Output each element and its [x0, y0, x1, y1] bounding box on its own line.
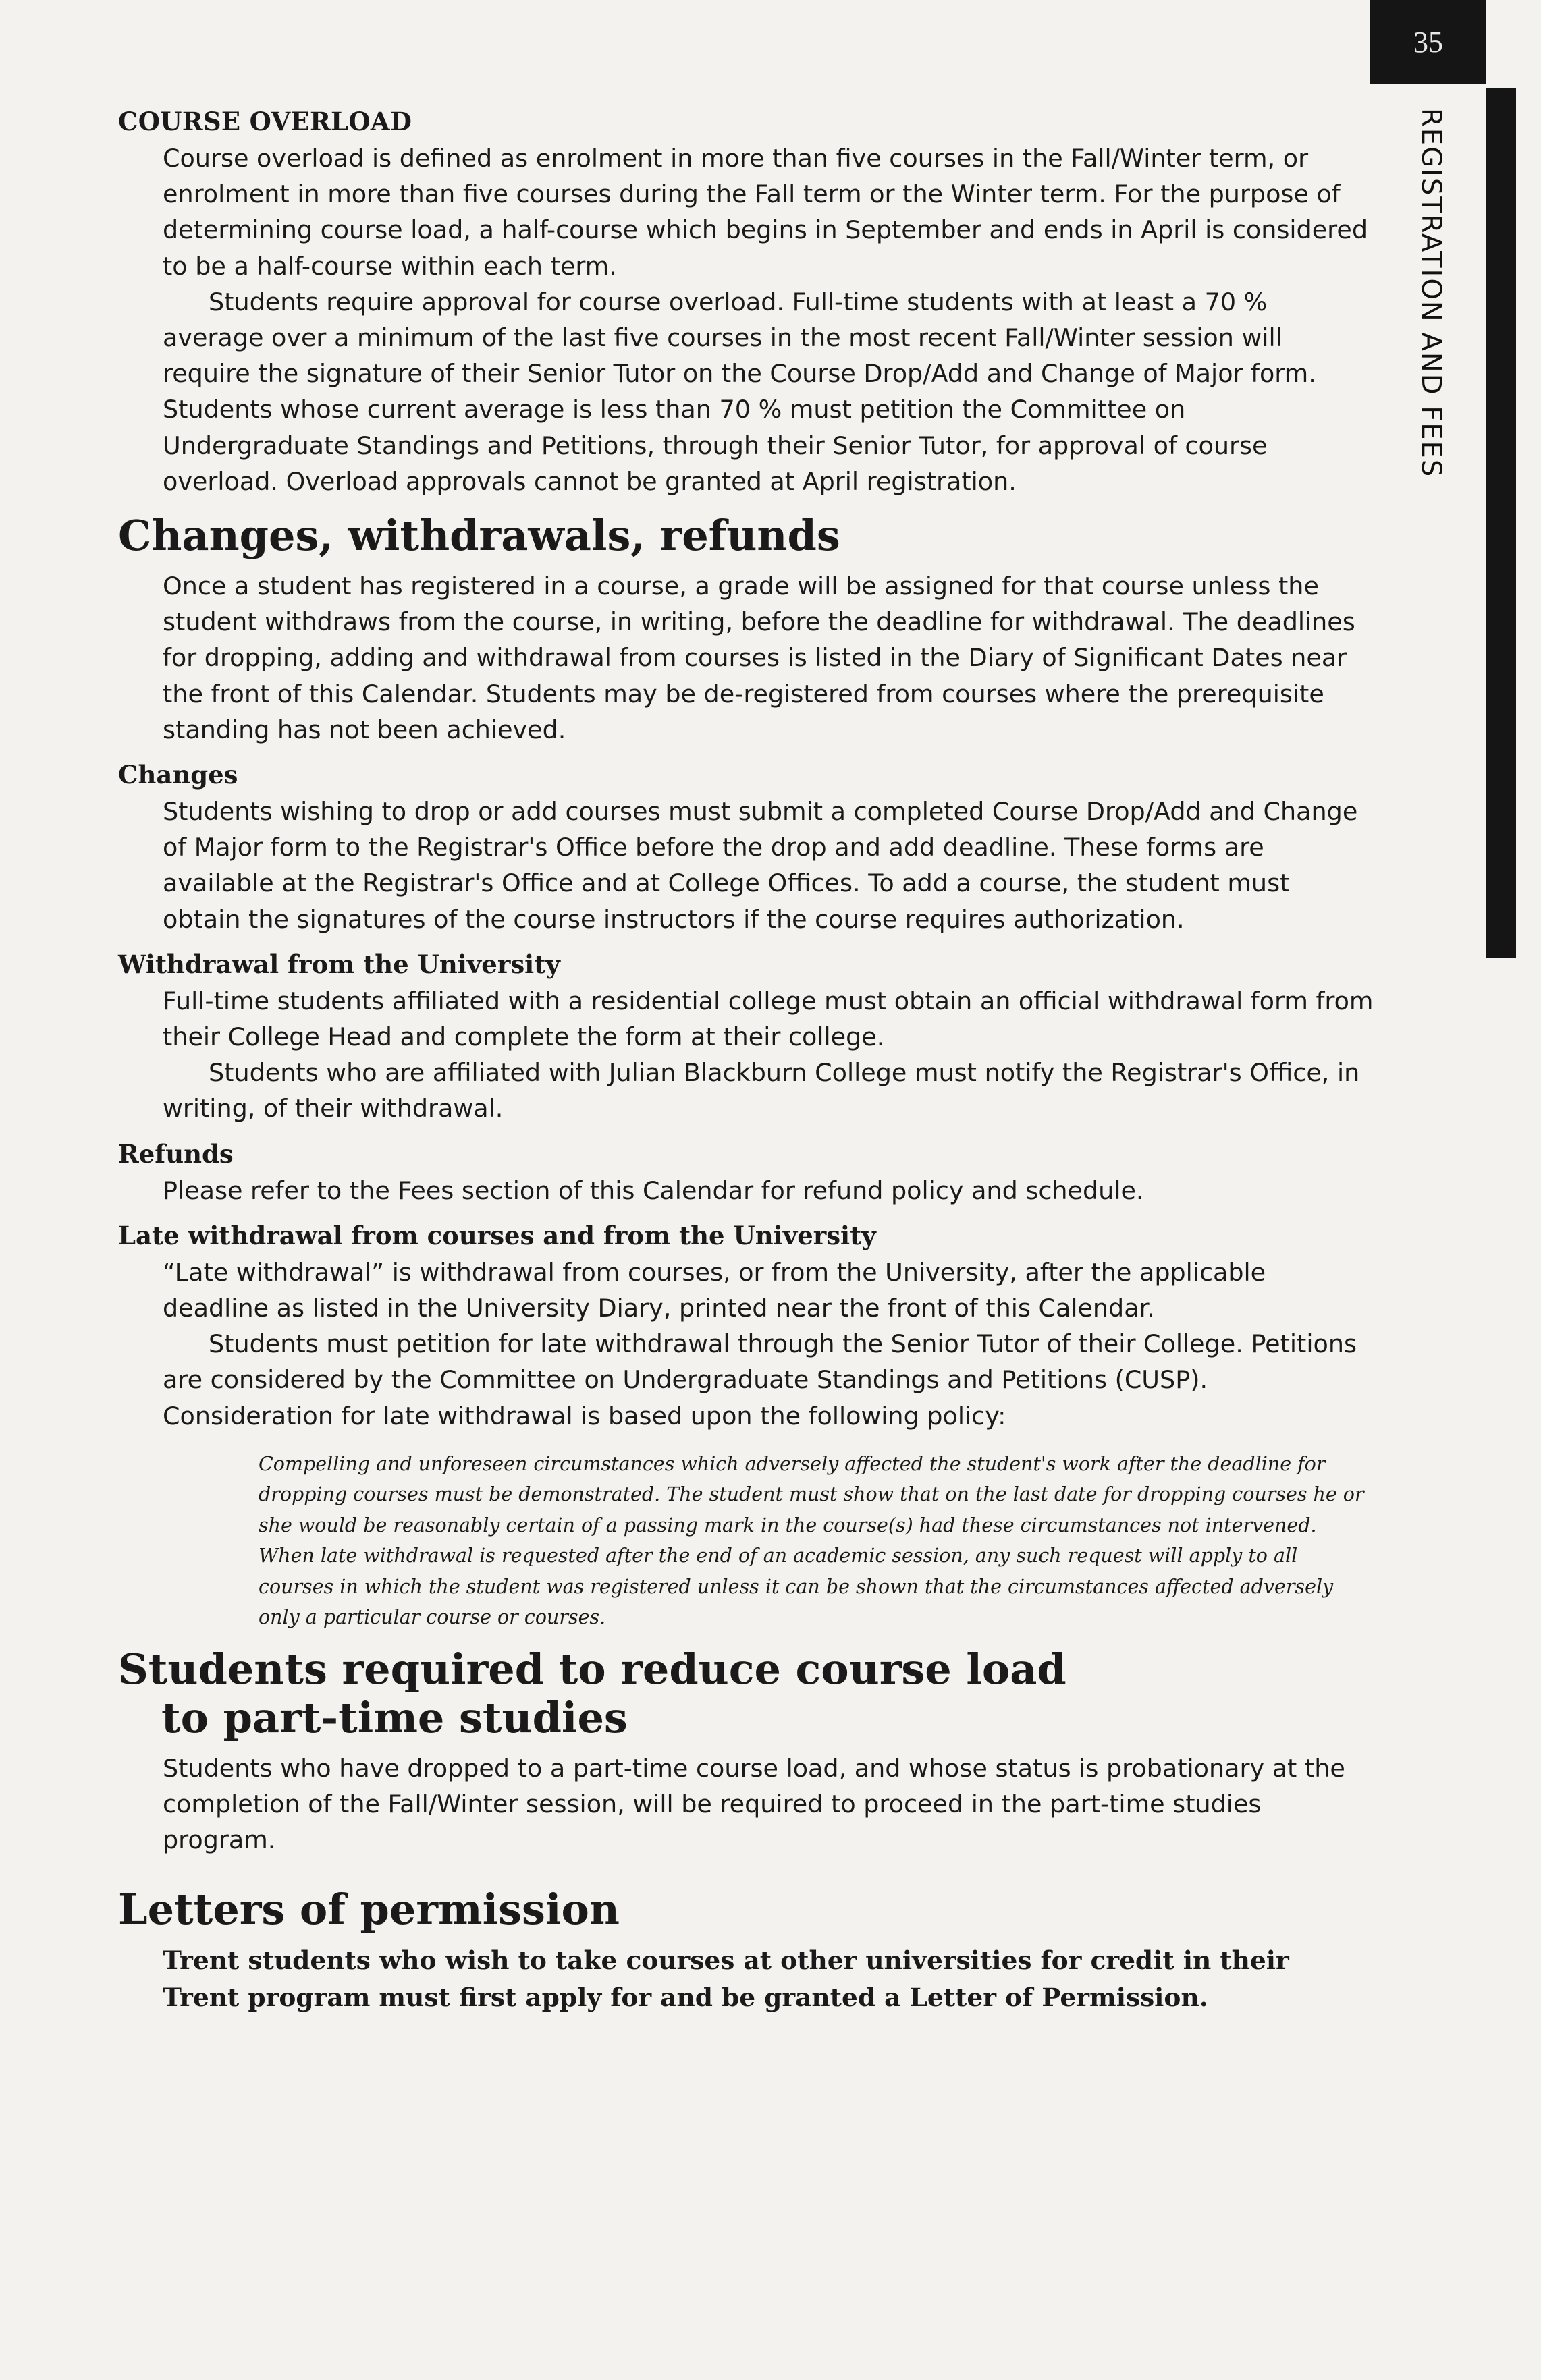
late-withdrawal-policy-quote: Compelling and unforeseen circumstances which adversely affected the student's work after the deadline for dropping courses must be demonstrated. The student must show that on the last date for dropping courses he or she would be reasonably certain of a passing mark in the course(s) had these circumstances not intervened. When late withdrawal is requested after the end of an academic session, any such request will apply to all courses in which the student was registered unless it can be shown that the circumstances affected adversely only a particular course or courses.: [259, 1452, 1364, 1629]
refunds-text: Please refer to the Fees section of this Calendar for refund policy and schedule.: [163, 1175, 1144, 1205]
reduce-course-load-heading: [118, 1645, 1374, 1742]
late-withdrawal-p2: Students must petition for late withdrawal through the Senior Tutor of their College. Petitions are considered by the Committee on Undergraduate Standings and Petitions (CUSP). Consideration for late withdrawal is based upon the following policy:: [163, 1329, 1357, 1431]
changes-text: Students wishing to drop or add courses must submit a completed Course Drop/Add and Change of Major form to the Registrar's Office before the drop and add deadline. These forms are available at the Registrar's Office and at College Offices. To add a course, the student must obtain the signatures of the course instructors if the course requires authorization.: [163, 797, 1358, 934]
section-tab-bar: [1486, 88, 1516, 958]
letters-of-permission-text: Trent students who wish to take courses at other universities for credit in their Trent program must first apply for and be granted a Letter of Permission.: [163, 1945, 1289, 2012]
section-tab-label: REGISTRATION AND FEES: [1415, 108, 1447, 478]
changes-subheading: Changes: [118, 760, 238, 790]
reduce-course-load-heading-line2: to part-time studies: [161, 1692, 628, 1742]
course-overload-p2: Students require approval for course overload. Full-time students with at least a 70 % average over a minimum of the last five courses in the most recent Fall/Winter session will require the signature of their Senior Tutor on the Course Drop/Add and Change of Major form. Students whose current average is less than 70 % must petition the Committee on Undergraduate Standings and Petitions, through their Senior Tutor, for approval of course overload. Overload approvals cannot be granted at April registration.: [163, 287, 1316, 496]
page-content: [118, 103, 1374, 2016]
withdrawal-p1: Full-time students affiliated with a residential college must obtain an official withdrawal form from their College Head and complete the form at their college.: [163, 986, 1374, 1052]
changes-intro: Once a student has registered in a course, a grade will be assigned for that course unless the student withdraws from the course, in writing, before the deadline for withdrawal. The deadlines for dropping, adding and withdrawal from courses is listed in the Diary of Significant Dates near the front of this Calendar. Students may be de-registered from courses where the prerequisite standing has not been achieved.: [163, 572, 1355, 744]
withdrawal-p2: Students who are affiliated with Julian Blackburn College must notify the Registrar's Office, in writing, of their withdrawal.: [163, 1058, 1360, 1124]
course-overload-p1: Course overload is defined as enrolment in more than five courses in the Fall/Winter term, or enrolment in more than five courses during the Fall term or the Winter term. For the purpose of determining course load, a half-course which begins in September and ends in April is considered to be a half-course within each term.: [163, 144, 1368, 281]
changes-withdrawals-refunds-heading: Changes, withdrawals, refunds: [118, 511, 840, 561]
withdrawal-subheading: Withdrawal from the University: [118, 949, 560, 979]
reduce-course-load-heading-line1: Students required to reduce course load: [118, 1644, 1066, 1694]
course-overload-heading: COURSE OVERLOAD: [118, 107, 412, 136]
refunds-subheading: Refunds: [118, 1138, 234, 1169]
letters-of-permission-heading: Letters of permission: [118, 1884, 620, 1934]
page-number: 35: [1370, 0, 1486, 84]
late-withdrawal-subheading: Late withdrawal from courses and from the University: [118, 1220, 876, 1250]
reduce-course-load-text: Students who have dropped to a part-time course load, and whose status is probationary at the completion of the Fall/Winter session, will be required to proceed in the part-time studies program.: [163, 1753, 1345, 1855]
late-withdrawal-p1: “Late withdrawal” is withdrawal from courses, or from the University, after the applicable deadline as listed in the University Diary, printed near the front of this Calendar.: [163, 1257, 1266, 1323]
